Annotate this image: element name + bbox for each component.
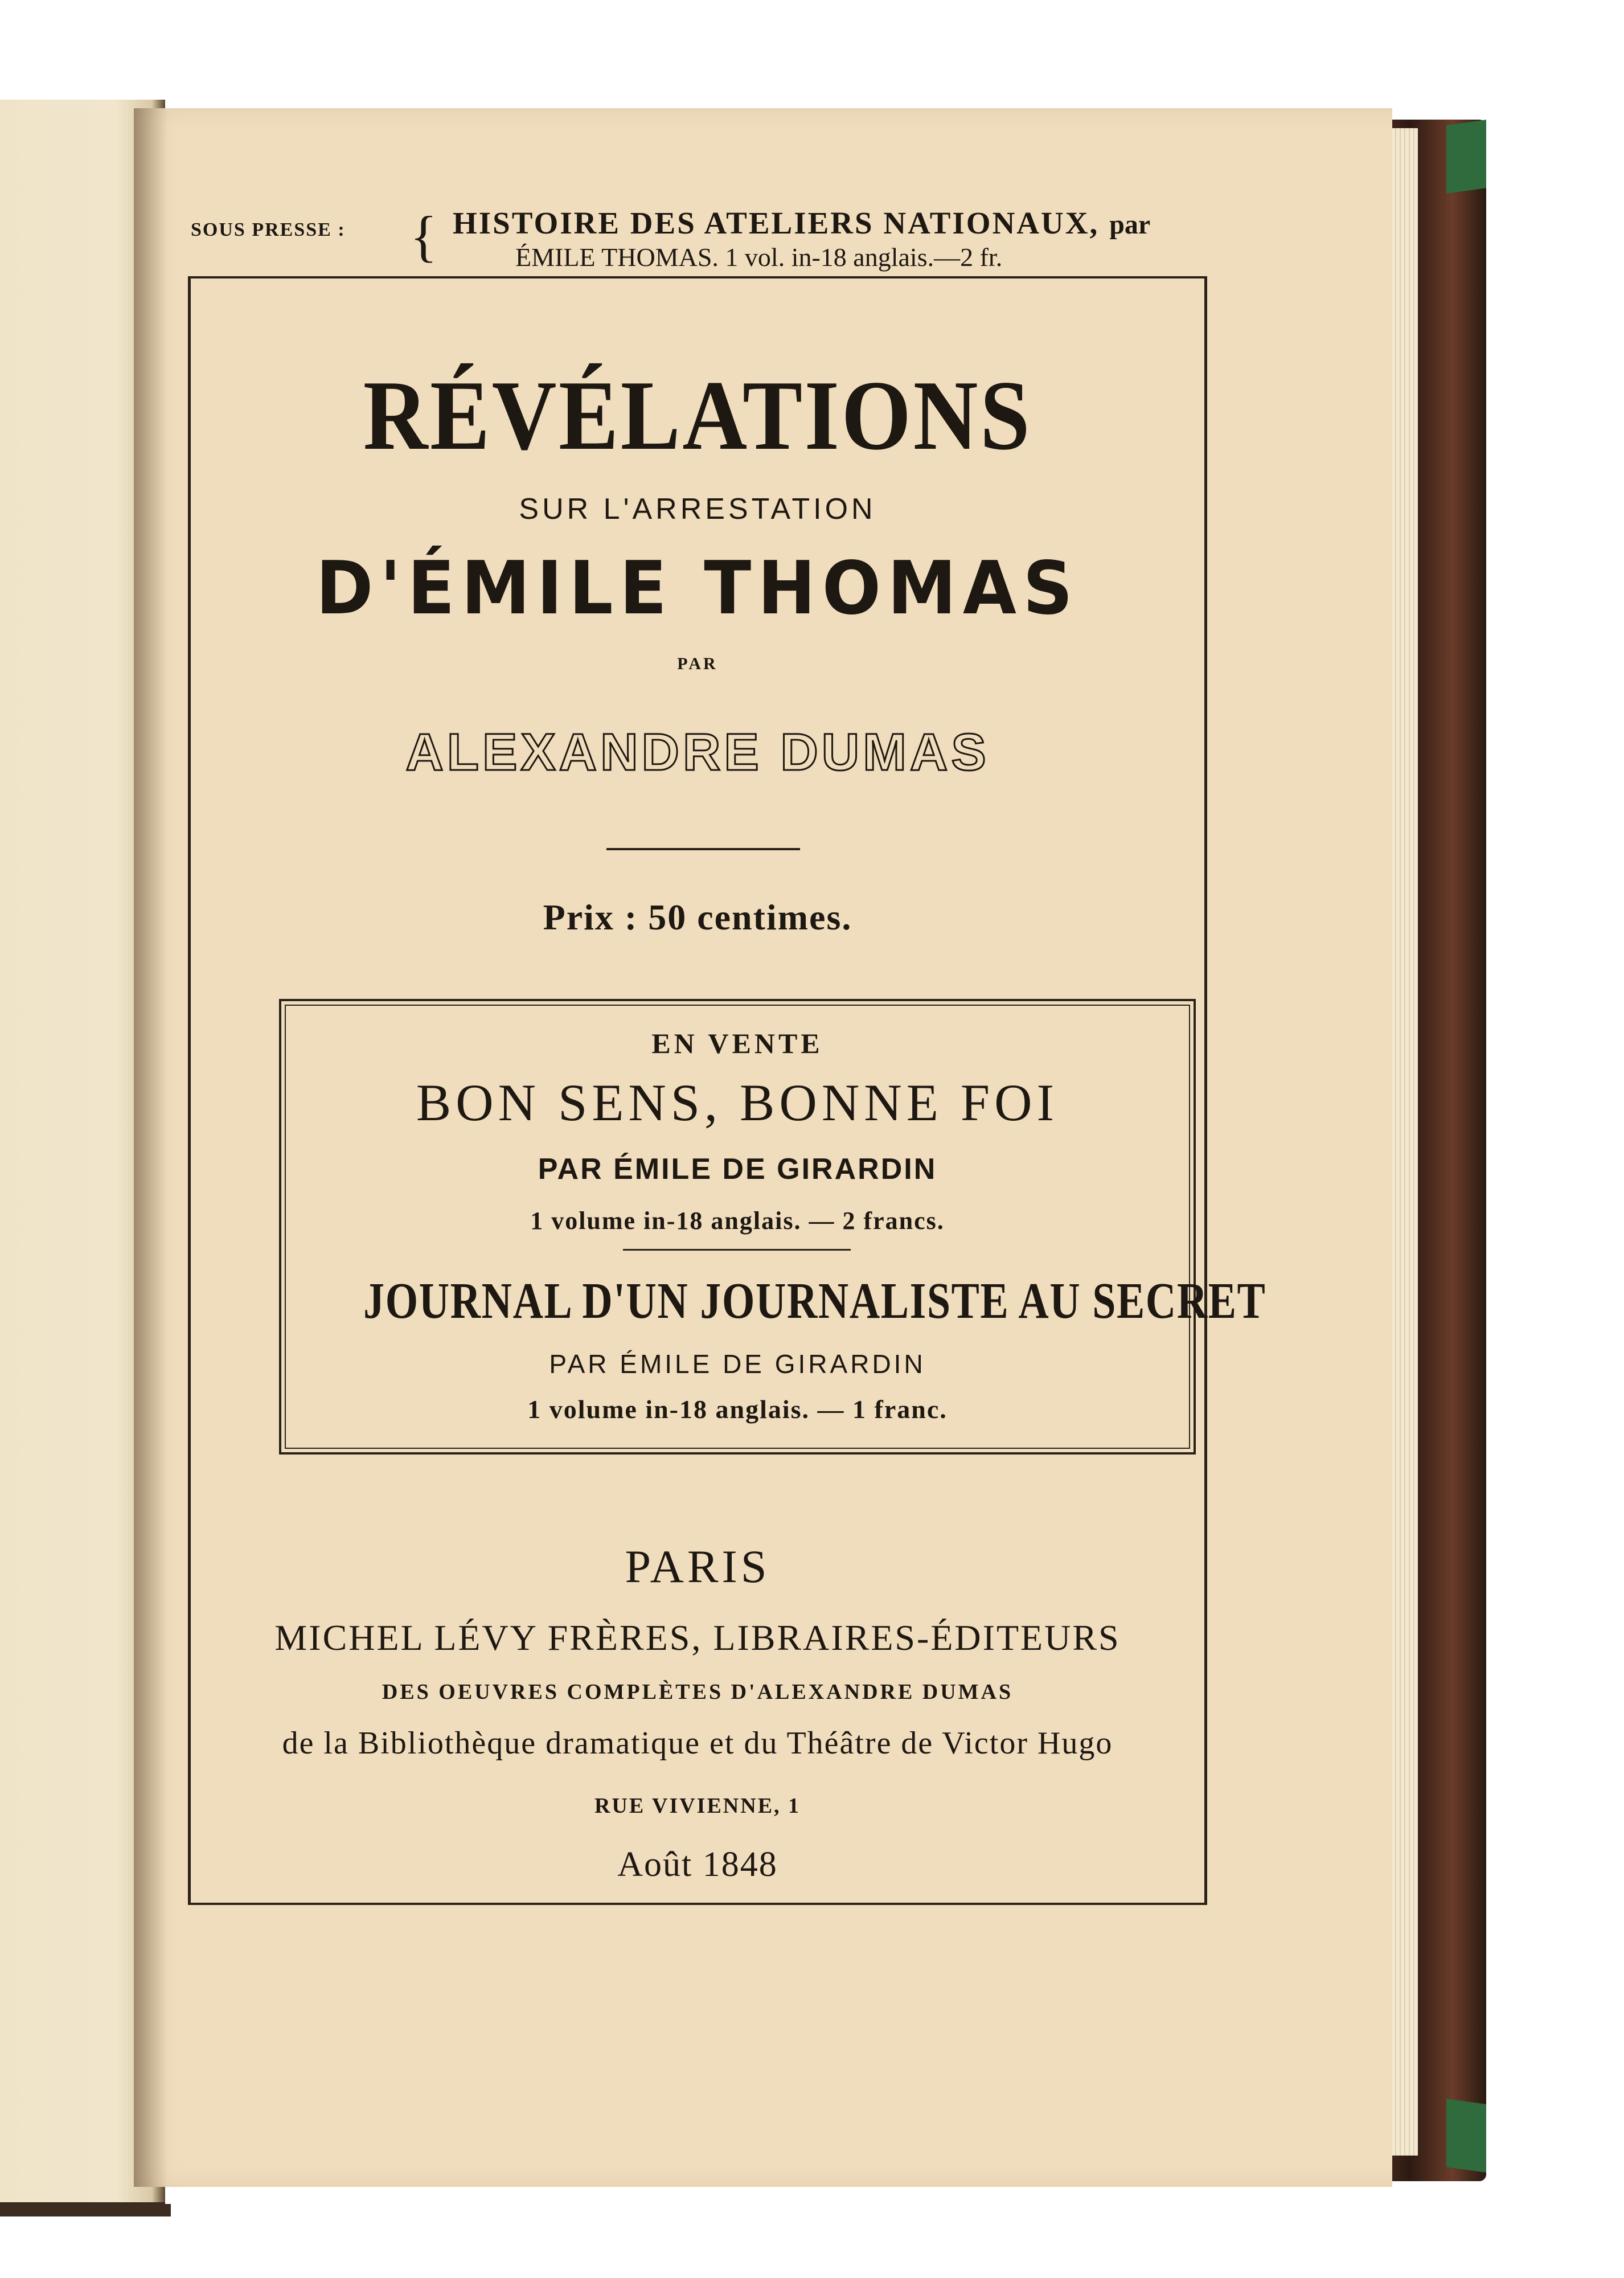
subtitle: SUR L'ARRESTATION [519,493,876,526]
book1-title: BON SENS, BONNE FOI [416,1074,1059,1132]
book1-info: 1 volume in-18 anglais. — 2 francs. [530,1207,945,1235]
subject-title: D'ÉMILE THOMAS [315,546,1080,631]
imprint-works: DES OEUVRES COMPLÈTES D'ALEXANDRE DUMAS [382,1680,1014,1704]
corner-top [1446,120,1486,194]
imprint-publisher: MICHEL LÉVY FRÈRES, LIBRAIRES-ÉDITEURS [274,1617,1121,1658]
sous-presse-par: par [1109,210,1151,240]
imprint-date: Août 1848 [617,1845,778,1884]
box-divider [623,1249,851,1251]
book2-title: JOURNAL D'UN JOURNALISTE AU SECRET [363,1273,1266,1329]
sous-presse-line2: ÉMILE THOMAS. 1 vol. in-18 anglais.—2 fr. [515,243,1003,272]
imprint-address: RUE VIVIENNE, 1 [594,1794,801,1818]
book2-info: 1 volume in-18 anglais. — 1 franc. [527,1395,948,1424]
en-vente-heading: EN VENTE [651,1027,823,1059]
en-vente-box [279,999,1266,1455]
sous-presse-title: HISTOIRE DES ATELIERS NATIONAUX, [453,206,1100,240]
main-frame [188,276,1266,1905]
sous-presse-label: SOUS PRESSE : [191,219,346,240]
left-cover-edge [0,2204,171,2216]
price: Prix : 50 centimes. [543,897,852,937]
sous-presse-line1 [453,205,1150,241]
brace: { [410,204,437,268]
book2-author: PAR ÉMILE DE GIRARDIN [549,1349,926,1379]
par-label: PAR [677,654,718,673]
divider-rule [606,848,800,850]
title-page [134,108,1392,2187]
author-name: ALEXANDRE DUMAS [405,723,990,781]
main-title: RÉVÉLATIONS [363,360,1032,470]
imprint-city: PARIS [625,1540,770,1592]
corner-bottom [1446,2099,1486,2173]
book1-author: PAR ÉMILE DE GIRARDIN [538,1153,937,1186]
imprint-library: de la Bibliothèque dramatique et du Théâtre de Victor Hugo [282,1726,1113,1761]
gutter-shadow [134,108,168,2187]
